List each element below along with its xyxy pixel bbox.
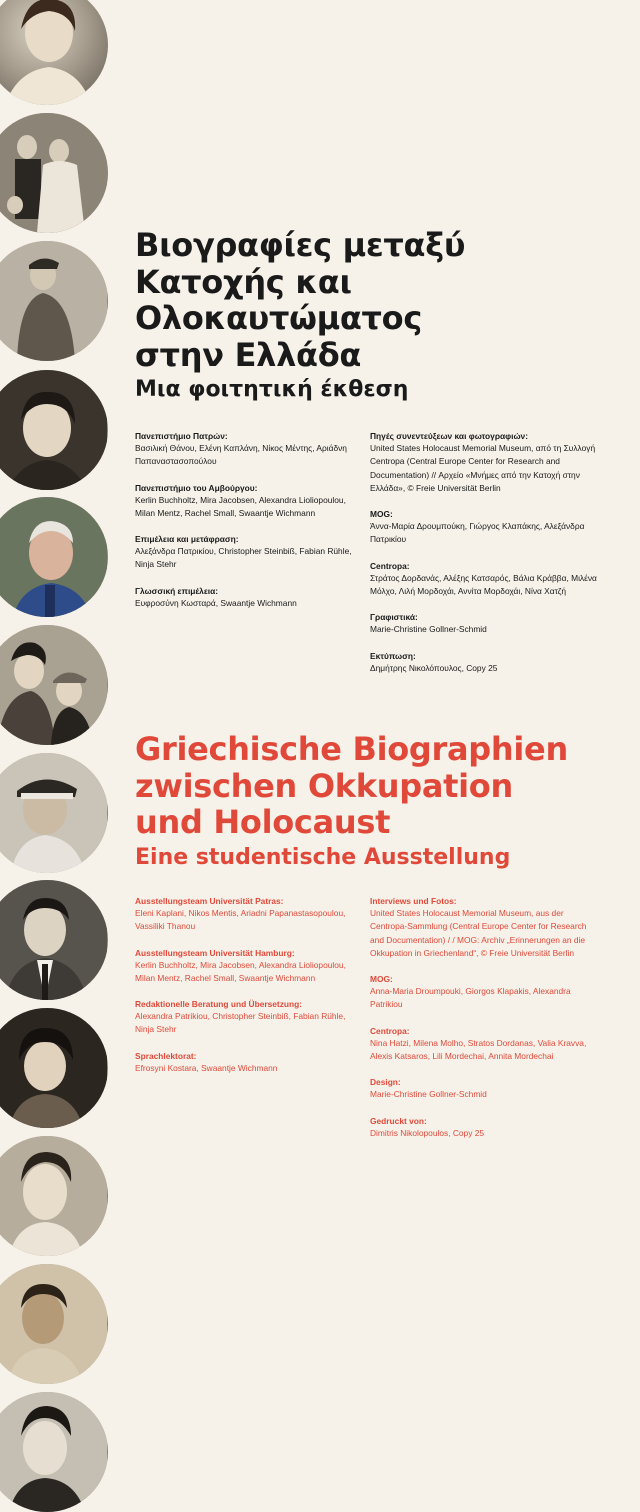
portrait-photo <box>0 625 108 745</box>
german-subtitle: Eine studentische Ausstellung <box>135 844 511 870</box>
credit-entry <box>370 560 600 599</box>
portrait-photo <box>0 1264 108 1384</box>
credit-heading: Γλωσσική επιμέλεια: <box>135 585 219 596</box>
credit-text: Alexandra Patrikiou, Christopher Steinbiß, Fabian Rühle, Ninja Stehr <box>135 1011 346 1035</box>
portrait-photo <box>0 1008 108 1128</box>
credit-entry <box>370 1025 600 1064</box>
credit-entry <box>370 1076 600 1101</box>
german-title-line: Griechische Biographien <box>135 730 568 768</box>
credit-text: United States Holocaust Memorial Museum, από τη Συλλογή Centropa (Central Europe Center for Research and Documentation) // Αρχείο «Μνήμες από την Κατοχή στην Ελλάδα», © Freie Universität Berlin <box>370 443 596 493</box>
credit-heading: MOG: <box>370 974 393 985</box>
portrait-photo <box>0 497 108 617</box>
credit-entry <box>135 998 360 1037</box>
german-title <box>135 731 615 841</box>
portrait-photo <box>0 241 108 361</box>
greek-section <box>135 227 615 403</box>
credit-text: Marie-Christine Gollner-Schmid <box>370 624 487 635</box>
credit-heading: Επιμέλεια και μετάφραση: <box>135 534 239 545</box>
credit-text: Marie-Christine Gollner-Schmid <box>370 1089 487 1100</box>
portrait-photo <box>0 370 108 490</box>
credit-text: Στράτος Δορδανάς, Αλέξης Κατσαρός, Βάλια Κράββα, Μιλένα Μόλχο, Λιλή Μορδοχάι, Αννίτα Μορδοχάι, Νίνα Χατζή <box>370 572 597 597</box>
credit-entry <box>370 973 600 1012</box>
credit-entry <box>370 895 600 960</box>
credit-heading: Sprachlektorat: <box>135 1050 197 1061</box>
german-title-line: und Holocaust <box>135 803 391 841</box>
portrait-photo <box>0 113 108 233</box>
credit-heading: Πανεπιστήμιο Πατρών: <box>135 431 228 441</box>
credit-text: Efrosyni Kostara, Swaantje Wichmann <box>135 1062 278 1073</box>
greek-credits-left <box>135 430 360 623</box>
credit-entry <box>370 650 600 675</box>
credit-heading: Εκτύπωση: <box>370 650 416 661</box>
credit-text: Βασιλική Θάνου, Ελένη Καπλάνη, Νίκος Μέντης, Αριάδνη Παπαναστασοπούλου <box>135 443 347 467</box>
credit-text: Kerlin Buchholtz, Mira Jacobsen, Alexandra Lioliopoulou, Milan Mentz, Rachel Small, Swaantje Wichmann <box>135 494 346 518</box>
greek-title-line: Βιογραφίες μεταξύ <box>135 226 466 264</box>
greek-credits-right <box>370 430 600 688</box>
credit-entry <box>370 1115 600 1140</box>
credit-heading: Centropa: <box>370 1025 410 1036</box>
greek-title <box>135 227 615 373</box>
portrait-photo <box>0 880 108 1000</box>
credit-heading: Γραφιστικά: <box>370 612 418 623</box>
credit-text: Δημήτρης Νικολόπουλος, Copy 25 <box>370 662 498 673</box>
german-credits-right <box>370 895 600 1153</box>
portrait-photo <box>0 753 108 873</box>
credit-entry <box>370 430 600 495</box>
credit-text: United States Holocaust Memorial Museum, aus der Centropa-Sammlung (Central Europe Center for Research and Documentation) / / MOG: Archiv „Erinnerungen an die Okkupation in Griechenland“, © Freie Universität Berlin <box>370 908 587 958</box>
credit-text: Nina Hatzi, Milena Molho, Stratos Dordanas, Valia Kravva, Alexis Katsaros, Lili Mordechai, Annita Mordechai <box>370 1037 587 1062</box>
credit-text: Anna-Maria Droumpouki, Giorgos Klapakis, Alexandra Patrikiou <box>370 986 571 1010</box>
credit-text: Αλεξάνδρα Πατρικίου, Christopher Steinbiß, Fabian Rühle, Ninja Stehr <box>135 546 352 570</box>
credit-entry <box>135 533 360 572</box>
credit-text: Dimitris Nikolopoulos, Copy 25 <box>370 1127 485 1138</box>
greek-title-line: Κατοχής και <box>135 262 352 301</box>
greek-subtitle: Μια φοιτητική έκθεση <box>135 377 409 402</box>
credit-entry <box>135 947 360 986</box>
german-credits-left <box>135 895 360 1088</box>
credit-heading: Interviews und Fotos: <box>370 896 457 906</box>
portrait-photo <box>0 0 108 105</box>
credit-entry <box>135 895 360 934</box>
credit-heading: Redaktionelle Beratung und Übersetzung: <box>135 999 303 1010</box>
credit-text: Ευφροσύνη Κωσταρά, Swaantje Wichmann <box>135 597 297 608</box>
german-title-line: zwischen Okkupation <box>135 766 513 805</box>
credit-heading: Gedruckt von: <box>370 1115 427 1126</box>
credit-heading: Ausstellungsteam Universität Patras: <box>135 896 284 906</box>
credit-heading: Πηγές συνεντεύξεων και φωτογραφιών: <box>370 431 528 441</box>
credit-text: Kerlin Buchholtz, Mira Jacobsen, Alexandra Lioliopoulou, Milan Mentz, Rachel Small, Swaantje Wichmann <box>135 959 346 983</box>
credit-entry <box>135 1050 360 1075</box>
portrait-photo <box>0 1136 108 1256</box>
greek-title-line: στην Ελλάδα <box>135 335 362 374</box>
credit-text: Άννα-Μαρία Δρουμπούκη, Γιώργος Κλαπάκης, Αλεξάνδρα Πατρικίου <box>370 521 585 545</box>
credit-heading: Πανεπιστήμιο του Αμβούργου: <box>135 482 258 493</box>
credit-entry <box>370 508 600 547</box>
credit-heading: Design: <box>370 1077 401 1088</box>
credit-entry <box>370 611 600 636</box>
credit-entry <box>135 585 360 610</box>
german-section <box>135 731 615 871</box>
portrait-photo <box>0 1392 108 1512</box>
credit-heading: Centropa: <box>370 560 410 571</box>
credit-entry <box>135 430 360 469</box>
credit-heading: Ausstellungsteam Universität Hamburg: <box>135 947 295 958</box>
credit-entry <box>135 482 360 521</box>
credit-heading: MOG: <box>370 509 393 520</box>
greek-title-line: Ολοκαυτώματος <box>135 299 423 337</box>
credit-text: Eleni Kaplani, Nikos Mentis, Ariadni Papanastasopoulou, Vassiliki Thanou <box>135 908 346 932</box>
